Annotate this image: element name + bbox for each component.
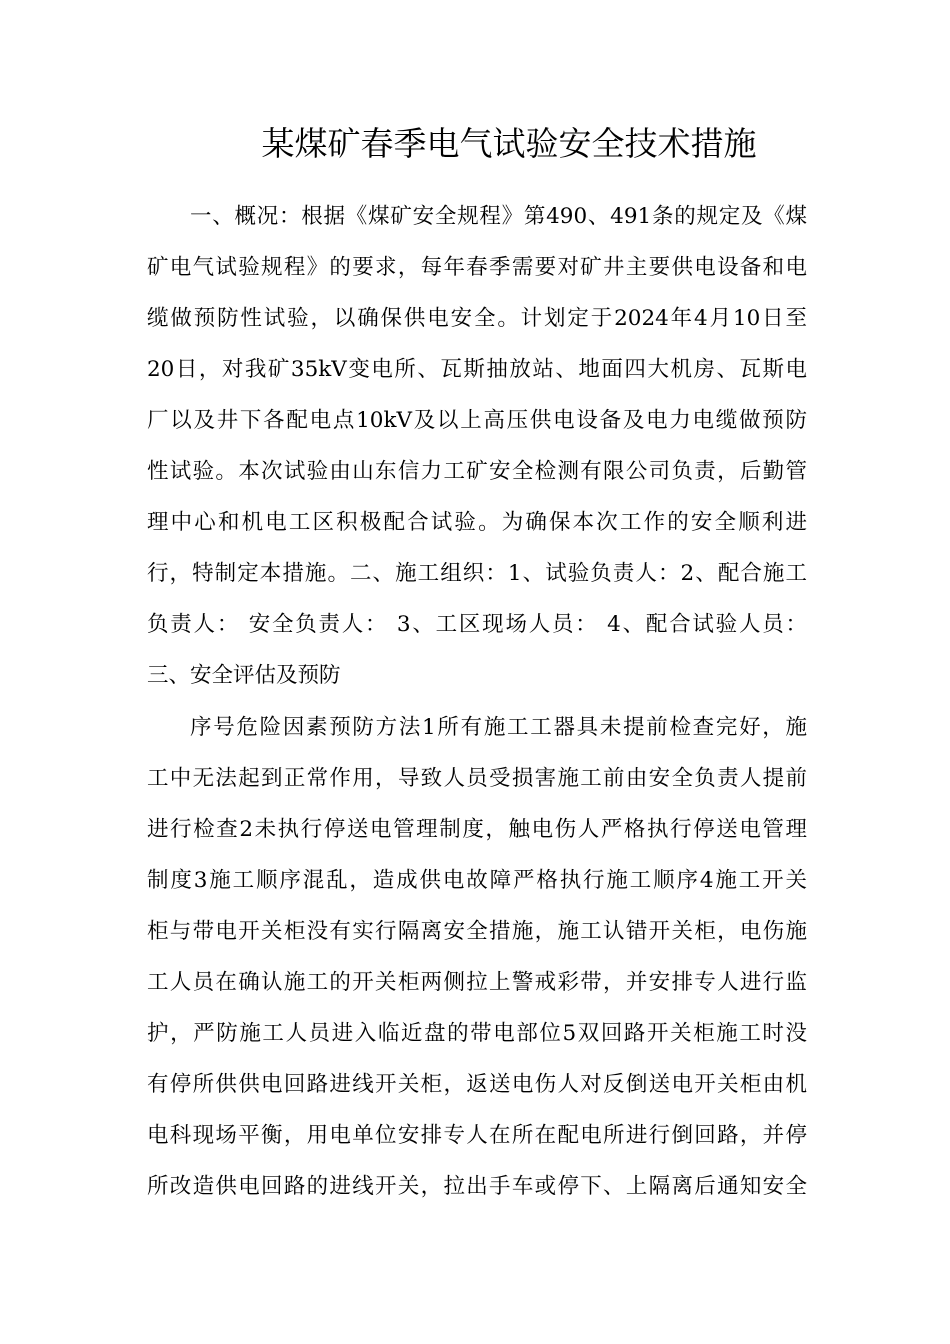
paragraph-line: 所改造供电回路的进线开关，拉出手车或停下、上隔离后通知安全 [147,1174,807,1199]
paragraph-line: 行，特制定本措施。二、施工组织：1、试验负责人：2、配合施工 [147,561,807,586]
paragraph-line: 20日，对我矿35kV变电所、瓦斯抽放站、地面四大机房、瓦斯电 [147,357,807,382]
paragraph-line: 护，严防施工人员进入临近盘的带电部位5双回路开关柜施工时没 [147,1021,807,1046]
paragraph-line: 一、概况：根据《煤矿安全规程》第490、491条的规定及《煤 [190,204,807,229]
document-title: 某煤矿春季电气试验安全技术措施 [261,124,757,163]
paragraph-line: 制度3施工顺序混乱，造成供电故障严格执行施工顺序4施工开关 [147,868,807,893]
paragraph-line: 性试验。本次试验由山东信力工矿安全检测有限公司负责，后勤管 [147,459,807,484]
paragraph-line: 厂以及井下各配电点10kV及以上高压供电设备及电力电缆做预防 [147,408,807,433]
paragraph-line: 理中心和机电工区积极配合试验。为确保本次工作的安全顺利进 [147,510,807,535]
paragraph-line: 进行检查2未执行停送电管理制度，触电伤人严格执行停送电管理 [147,817,807,842]
paragraph-line: 有停所供供电回路进线开关柜，返送电伤人对反倒送电开关柜由机 [147,1072,807,1097]
section-heading: 三、安全评估及预防 [147,663,341,688]
paragraph-line: 柜与带电开关柜没有实行隔离安全措施，施工认错开关柜，电伤施 [147,919,807,944]
paragraph-line: 工人员在确认施工的开关柜两侧拉上警戒彩带，并安排专人进行监 [147,970,807,995]
paragraph-line: 工中无法起到正常作用，导致人员受损害施工前由安全负责人提前 [147,766,807,791]
paragraph-line: 矿电气试验规程》的要求，每年春季需要对矿井主要供电设备和电 [147,255,807,280]
paragraph-line: 序号危险因素预防方法1所有施工工器具未提前检查完好，施 [190,715,807,740]
paragraph-line: 缆做预防性试验，以确保供电安全。计划定于2024年4月10日至 [147,306,807,331]
paragraph-line: 负责人： 安全负责人： 3、工区现场人员： 4、配合试验人员： [147,612,807,637]
paragraph-line: 电科现场平衡，用电单位安排专人在所在配电所进行倒回路，并停 [147,1123,807,1148]
